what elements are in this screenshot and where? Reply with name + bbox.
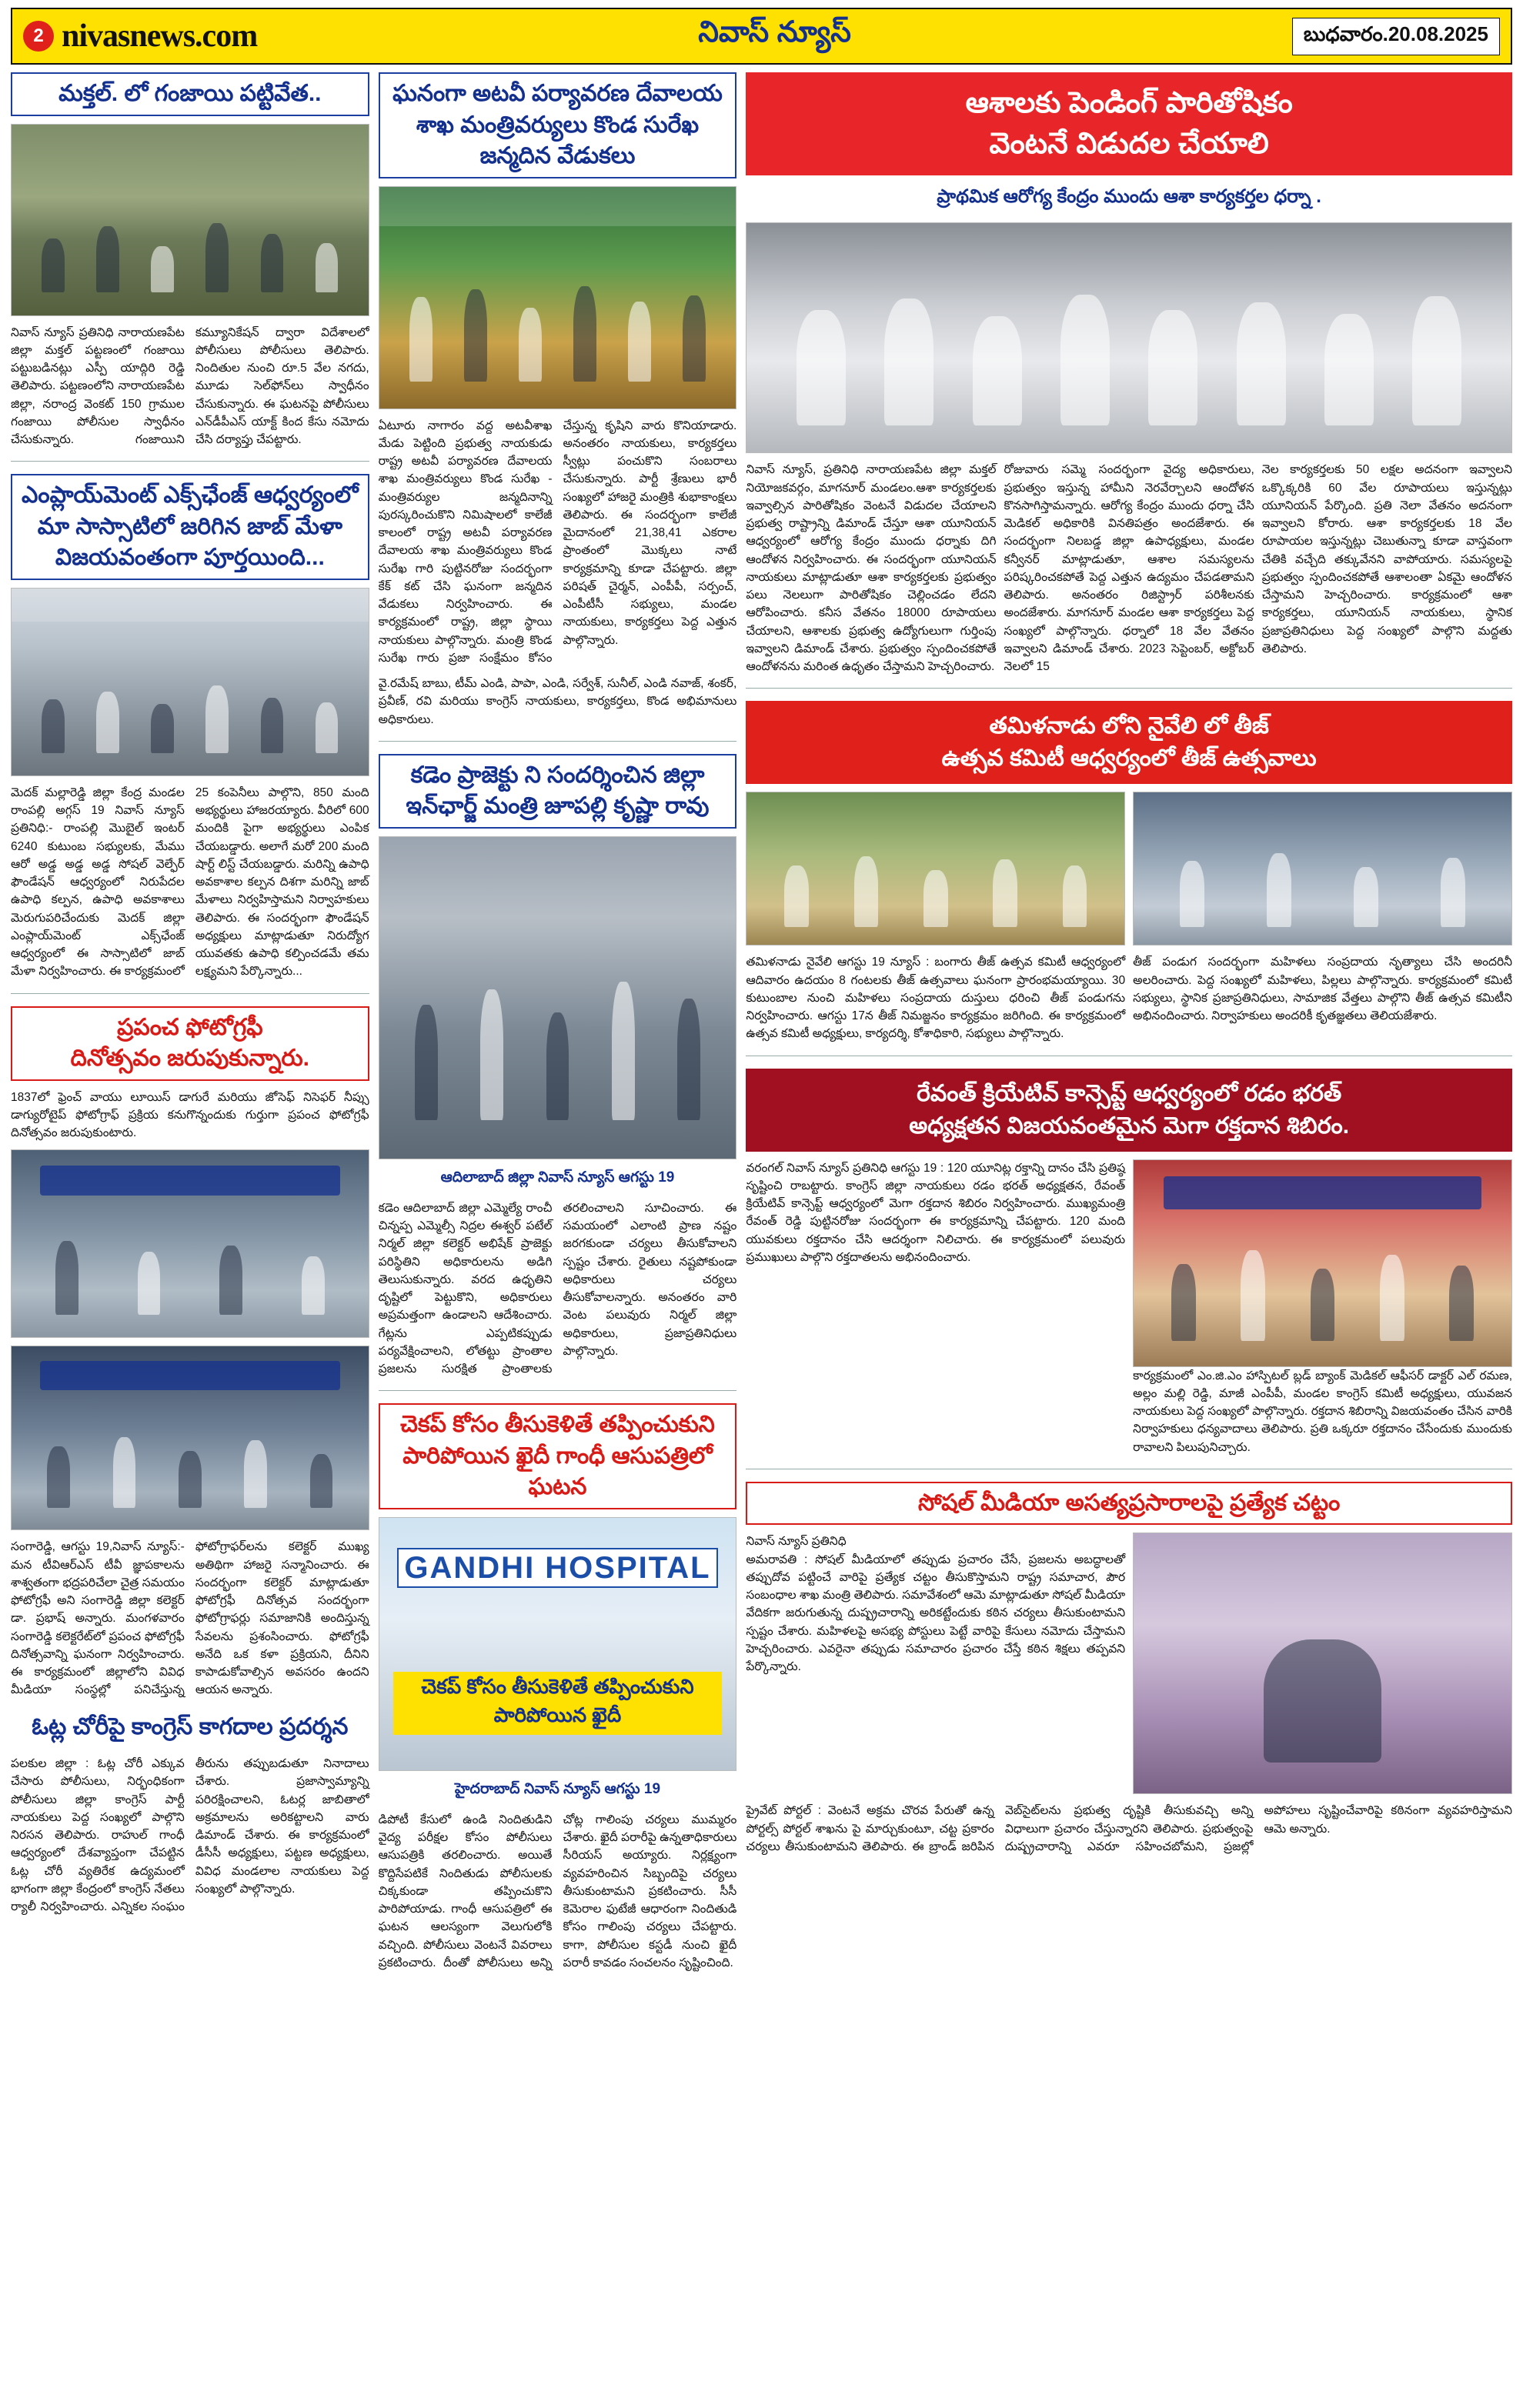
photography-intro: 1837లో ఫ్రెంచ్ వాయు లూయిస్ డాగురే మరియు జోసెఫ్ నిసెఫర్ నీప్సు డాగ్యురోటైప్ ఫోటోగ్రాఫ్ ప్రక్రియ కనుగొన్నందుకు గుర్తుగా ప్రపంచ ఫోటోగ్రఫీ దినోత్సవం జరుపుకుంటారు. (11, 1090, 369, 1139)
story-text-job-mela: మెదక్ మల్లారెడ్డి జిల్లా కేంద్ర మండల రాంపల్లి అగ్గస్ 19 నివాస్ న్యూస్ ప్రతినిధి:- రాంపల్లి మొబైల్ ఇంటర్ 6240 కుటుంబ సభ్యులకు, మేము ఆరో అడ్డ అడ్డ అడ్డ సోషల్ వెల్ఫేర్ ఫౌండేషన్ ఆధ్వర్యంలో నిరుపేదల ఉపాధి కల్పన, ఉపాధి అవకాశాలు మెరుగుపరిచేందుకు మెదక్ జిల్లా ఎంప్లాయ్‌మెంట్ ఎక్స్‌ఛేంజ్ ఆధ్వర్యంలో ఈ సాస్సాటిలో జాబ్ మేళా నిర్వహించారు. ఈ కార్యక్రమంలో 25 కంపెనీలు పాల్గొని, 850 మంది అభ్యర్థులు హాజరయ్యారు. వీరిలో 600 మందికి పైగా అభ్యర్థులు ఎంపిక చేయబడ్డారు. అలాగే మరో 200 మంది షార్ట్ లిస్ట్ చేయబడ్డారు. మరిన్ని ఉపాధి అవకాశాల కల్పన దిశగా మరిన్ని జాబ్ మేళాలు నిర్వహిస్తామని నిర్వాహకులు తెలిపారు. ఈ సందర్భంగా ఫౌండేషన్ అధ్యక్షులు మాట్లాడుతూ నిరుద్యోగ యువతకు ఉపాధి కల్పించడమే తమ లక్ష్యమని పేర్కొన్నారు... (11, 785, 369, 979)
headline-prisoner-escape: చెకప్ కోసం తీసుకెళితే తప్పించుకుని పారిపోయిన ఖైదీ గాంధీ ఆసుపత్రిలో ఘటన (379, 1403, 737, 1509)
photo-banner (1164, 1176, 1481, 1209)
story-text-prisoner-escape: డిపోటీ కేసులో ఉండి నిందితుడిని వైద్య పరీక్షల కోసం పోలీసులు ఆసుపత్రికి తరలించారు. అయితే కొద్దిసేపటికే నిందితుడు పోలీసులకు చిక్కకుండా తప్పించుకొని పారిపోయాడు. గాంధీ ఆసుపత్రిలో ఈ ఘటన ఆలస్యంగా వెలుగులోకి వచ్చింది. పోలీసులు వెంటనే వివరాలు ప్రకటించారు. దీంతో పోలీసులు అన్ని చోట్ల గాలింపు చర్యలు ముమ్మరం చేశారు. ఖైదీ పరారీపై ఉన్నతాధికారులు సీరియస్ అయ్యారు. నిర్లక్ష్యంగా వ్యవహరించిన సిబ్బందిపై చర్యలు తీసుకుంటామని ప్రకటించారు. సీసీ కెమెరాల ఫుటేజీ ఆధారంగా నిందితుడి కోసం గాలింపు చర్యలు చేపట్టారు. కాగా, పోలీసుల కస్టడీ నుంచి ఖైదీ పరారీ కావడం సంచలనం సృష్టించింది. (378, 1813, 737, 1969)
headline-job-mela: ఎంప్లాయ్‌మెంట్ ఎక్స్‌ఛేంజ్ ఆధ్వర్యంలో మా సాస్సాటిలో జరిగిన జాబ్ మేళా విజయవంతంగా పూర్తయింది... (11, 474, 369, 580)
blood-text-col1: వరంగల్ నివాస్ న్యూస్ ప్రతినిధి ఆగస్టు 19 : 120 యూనిట్ల రక్తాన్ని దానం చేసి ప్రతిష్ఠ సృష్టించి రాబట్టారు. కాంగ్రెస్ జిల్లా నాయకులు రడం భరత్ అధ్యక్షతన, రేవంత్ క్రియేటివ్ కాన్సెప్ట్ ఆధ్వర్యంలో మెగా రక్తదాన శిబిరం నిర్వహించారు. ముఖ్యమంత్రి రేవంత్ రెడ్డి పుట్టినరోజు సందర్భంగా ఈ కార్యక్రమాన్ని చేపట్టారు. 120 మంది యువకులు రక్తదానం చేసి ఆదర్శంగా నిలిచారు. ఈ కార్యక్రమంలో పలువురు ప్రముఖులు పాల్గొని రక్తదాతలను అభినందించారు. (746, 1161, 1126, 1264)
photo-figures (777, 295, 1481, 425)
social-byline: నివాస్ న్యూస్ ప్రతినిధి (746, 1535, 847, 1549)
headline-photography-day (11, 1006, 369, 1081)
teej-photos (746, 792, 1512, 946)
asha-text-col2: రోజువారు సమ్మె సందర్భంగా వైద్య అధికారులు, ప్రభుత్వం ఇస్తున్న హామీని నెరవేర్చాలని ఆందోళన కొనసాగిస్తామన్నారు. ఆరోగ్య కేంద్రం ముందు ధర్నా చేసి మెడికల్ అధికారికి వినతిపత్రం అందజేశారు. ఈ సందర్భంగా నిలబడ్డ జిల్లా ఉపాధ్యక్షులు, మండల కన్వీనర్ మాట్లాడుతూ, ఆశాల సమస్యలను పరిష్కరించకపోతే పెద్ద ఎత్తున ఉద్యమం చేపడతామని తెలిపారు. అనంతరం రిజిస్ట్రార్ పరిశీలనకు అందజేశారు. మాగనూర్ మండల ఆశా కార్యకర్తలు పెద్ద సంఖ్యలో పాల్గొన్నారు. ధర్నాలో 18 వేల వేతనం ఇవ్వాలని డిమాండ్ చేశారు. 2023 సెప్టెంబర్, అక్టోబర్ నెలలో 15 (1004, 463, 1254, 674)
headline-kadem-project: కడెం ప్రాజెక్టు ని సందర్శించిన జిల్లా ఇన్‌ఛార్జ్ మంత్రి జూపల్లి కృష్ణా రావు (379, 754, 737, 829)
story-text-minister-birthday: ఏటూరు నాగారం వద్ద అటవీశాఖ మేడు పెట్టింది ప్రభుత్వ నాయకుడు రాష్ట్ర అటవీ పర్యావరణ దేవాలయ శాఖ మంత్రివర్యులు కొండ సురేఖ - మంత్రివర్యుల జన్మదినాన్ని పురస్కరించుకొని నిమిషాలలో కాలేజీ కాలంలో రాష్ట్ర అటవీ పర్యావరణ దేవాలయ శాఖ మంత్రివర్యులు కొండ సురేఖ గారి పుట్టినరోజు సందర్భంగా కేక్ కట్ చేసి ఘనంగా జన్మదిన వేడుకలు నిర్వహించారు. ఈ కార్యక్రమంలో రాష్ట్ర, జిల్లా స్థాయి నాయకులు పాల్గొన్నారు. మంత్రి కొండ సురేఖ గారు ప్రజా సంక్షేమం కోసం చేస్తున్న కృషిని వారు కొనియాడారు. అనంతరం నాయకులు, కార్యకర్తలు స్వీట్లు పంచుకొని సంబరాలు చేసుకున్నారు. పార్టీ శ్రేణులు భారీ సంఖ్యలో హాజరై మంత్రికి శుభాకాంక్షలు తెలిపారు. ఈ సందర్భంగా కాలేజీ మైదానంలో 21,38,41 ఎకరాల ప్రాంతంలో మొక్కలు నాటే కార్యక్రమాన్ని కూడా చేపట్టారు. జిల్లా పరిషత్ చైర్మన్, ఎంపీపీ, సర్పంచ్, ఎంపీటీసీ సభ్యులు, మండల నాయకులు, కార్యకర్తలు పెద్ద ఎత్తున పాల్గొన్నారు. (378, 419, 737, 665)
caption-prisoner-escape: హైదరాబాద్ నివాస్ న్యూస్ ఆగస్టు 19 (454, 1780, 661, 1797)
social-text-col1: అమరావతి : సోషల్ మీడియాలో తప్పుడు ప్రచారం చేసే, ప్రజలను అబద్ధాలతో తప్పుదోవ పట్టించే వారిపై ప్రత్యేక చట్టం తీసుకొస్తామని రాష్ట్ర సమాచార, పౌర సంబంధాల శాఖ మంత్రి తెలిపారు. సమావేశంలో ఆమె మాట్లాడుతూ సోషల్ మీడియా వేదికగా జరుగుతున్న దుష్ప్రచారాన్ని అరికట్టేందుకు కఠిన చర్యలు తీసుకుంటామని స్పష్టం చేశారు. మహిళలపై అసభ్య పోస్టులు పెట్టే వారిపై కేసులు నమోదు చేస్తామని హెచ్చరించారు. ఎవరైనా తప్పుడు సమాచారం ప్రచారం చేస్తే కఠిన శిక్షలు తప్పవని పేర్కొన్నారు. (746, 1553, 1126, 1674)
photo-top-band (379, 187, 736, 227)
divider (379, 1390, 737, 1391)
photo-figures (26, 223, 355, 292)
divider (746, 688, 1512, 689)
photo-figures (1149, 1250, 1497, 1341)
headline-blood-donation (746, 1069, 1512, 1152)
divider (11, 461, 369, 462)
column-right (746, 72, 1512, 1856)
headline-minister-birthday: ఘనంగా అటవీ పర్యావరణ దేవాలయ శాఖ మంత్రివర్యులు కొండ సురేఖ జన్మదిన వేడుకలు (379, 72, 737, 178)
story-text-photography: సంగారెడ్డి, ఆగస్టు 19,నివాస్ న్యూస్:-మన టీవిఆర్‌ఎస్ టీవీ జ్ఞాపకాలను శాశ్వతంగా భద్రపరిచేలా చైత్ర సమయం ఫోటోగ్రఫీ అని సంగారెడ్డి జిల్లా కలెక్టర్ డా. ప్రభాష్ అన్నారు. మంగళవారం సంగారెడ్డి కలెక్టరేట్‌లో ప్రపంచ ఫోటోగ్రఫీ దినోత్సవాన్ని ఘనంగా నిర్వహించారు. ఈ కార్యక్రమంలో జిల్లాలోని వివిధ మీడియా సంస్థల్లో పనిచేస్తున్న ఫోటోగ్రాఫర్‌లను కలెక్టర్ ముఖ్య అతిథిగా హాజరై సన్మానించారు. ఈ సందర్భంగా కలెక్టర్ మాట్లాడుతూ ఫోటోగ్రఫీ దినోత్సవ సందర్భంగా ఫోటోగ్రాఫర్లు సమాజానికి అందిస్తున్న సేవలను ప్రశంసించారు. ఫోటోగ్రఫీ అనేది ఒక కళా ప్రక్రియని, దీనిని కాపాడుకోవాల్సిన అవసరం ఉందని ఆయన అన్నారు. (11, 1540, 369, 1697)
column-middle (379, 72, 737, 1972)
asha-text-col3: నెల కార్యకర్తలకు 50 లక్షల అదనంగా ఇవ్వాలని ఒక్కొక్కరికి 60 వేల రూపాయలు ఇస్తున్నట్లు యూనియన్ పేర్కొంది. ప్రతి నెలా వేతనం అదనంగా ఇవ్వాలని కోరారు. ఆశా కార్యకర్తలకు 18 వేల రూపాయల ఇస్తున్నట్లు చెబుతున్నా కూడా వాస్తవంగా చేతికి వచ్చేది తక్కువేనని వాపోయారు. సమస్యలపై ప్రభుత్వం స్పందించకపోతే ఆశాలంతా ఏకమై ఆందోళన చేస్తామని హెచ్చరించారు. కార్యక్రమంలో ఆశా కార్యకర్తలు, యూనియన్ నాయకులు, స్థానిక ప్రజాప్రతినిధులు పెద్ద సంఖ్యలో పాల్గొని మద్దతు తెలిపారు. (1261, 463, 1513, 655)
story-text-ganja: నివాస్ న్యూస్ ప్రతినిధి నారాయణపేట జిల్లా మక్తల్ పట్టణంలో గంజాయి పట్టుబడినట్లు ఎస్పీ యాద్గిరి రెడ్డి తెలిపారు. పట్టణంలోని నారాయణపేట జిల్లా, నరాంద్ర వెంకట్ 150 గ్రాముల గంజాయి పోలీసుల స్వాధీనం చేసుకున్నారు. గంజాయిని కమ్యూనికేషన్ ద్వారా విదేశాలలో పోలీసులు పోలీసులు తెలిపారు. నిందితుల నుంచి రూ.5 వేల నగదు, మూడు సెల్‌ఫోన్‌లు స్వాధీనం చేసుకున్నారు. ఈ ఘటనపై పోలీసులు ఎన్‌డీపీఎస్ యాక్ట్ కింద కేసు నమోదు చేసి దర్యాప్తు చేపట్టారు. (11, 325, 369, 446)
headline-ganja: మక్తల్. లో గంజాయి పట్టివేత.. (11, 72, 369, 116)
photo-figures (393, 982, 722, 1120)
divider (379, 741, 737, 742)
issue-date: బుధవారం.20.08.2025 (1292, 18, 1500, 55)
kadem-project-visit-photo (379, 836, 737, 1159)
divider (11, 993, 369, 994)
photo-figures (393, 286, 722, 382)
subhead-asha-dharna: ప్రాథమిక ఆరోగ్య కేంద్రం ముందు ఆశా కార్యకర్తల ధర్నా . (937, 186, 1321, 208)
photography-day-felicitation-photo (11, 1149, 369, 1338)
asha-workers-protest-photo (746, 222, 1512, 453)
photo-top-band (12, 589, 369, 622)
photo-banner (40, 1361, 340, 1390)
masthead (11, 8, 1512, 65)
headline-asha-line1: ఆశాలకు పెండింగ్ పారితోషికం (965, 87, 1293, 119)
photo-banner (40, 1166, 340, 1196)
minister-press-meet-photo (1133, 1533, 1512, 1794)
teej-festival-photo-1 (746, 792, 1125, 946)
asha-text-col1: నివాస్ న్యూస్, ప్రతినిధి నారాయణపేట జిల్లా మక్తల్ నియోజకవర్గం, మాగనూర్ మండలం.ఆశా కార్యకర్తలకు ఇవ్వాల్సిన పారితోషికం వెంటనే విడుదల చేయాలని ప్రభుత్వ రాష్ట్రాన్ని డిమాండ్ చేస్తూ ఆశా యూనియన్ ఆధ్వర్యంలో ఆరోగ్య కేంద్రం ముందు ధర్నాకు దిగి ఆందోళన నిర్వహించారు. ఈ సందర్భంగా యూనియన్ నాయకులు మాట్లాడుతూ ఆశా కార్యకర్తలకు ప్రభుత్వం పలు నెలలుగా పారితోషికం చెల్లించడం లేదని ఆరోపించారు. కనీస వేతనం 18000 రూపాయలు చేయాలని, ఆశాలకు ప్రభుత్వ ఉద్యోగులుగా గుర్తింపు ఇవ్వాలని డిమాండ్ చేశారు. ప్రభుత్వం స్పందించకపోతే ఆందోళనను మరింత ఉధృతం చేస్తామని హెచ్చరించారు. (746, 463, 997, 674)
photo-caption-strip: చెకప్ కోసం తీసుకెళితే తప్పించుకుని పారిపోయిన ఖైదీ (393, 1672, 722, 1735)
photo-figures (1149, 853, 1497, 927)
photo-figures (762, 856, 1110, 927)
story-credits-minister-birthday: వై.రమేష్ బాబు, టీమ్ ఎండి, పాపా, ఎండి, సర్వేశ్, సునీల్, ఎండి నవాజ్, శంకర్, ప్రవీణ్, రవి మరియు కాంగ్రెస్ నాయకులు, కార్యకర్తలు, కొండ అభిమానులు అధికారులు. (378, 677, 737, 726)
hospital-sign-text: GANDHI HOSPITAL (397, 1548, 718, 1588)
teej-story-columns (746, 953, 1512, 1042)
photo-figures (26, 685, 355, 753)
blood-text-col2: కార్యక్రమంలో ఎం.జి.ఎం హాస్పిటల్ బ్లడ్ బ్యాంక్ మెడికల్ ఆఫీసర్ డాక్టర్ ఎల్ రమణ, అల్లం మల్లి రెడ్డి, మాజీ ఎంపీపీ, మండల కాంగ్రెస్ కమిటీ అధ్యక్షులు, యువజన నాయకులు పెద్ద సంఖ్యలో పాల్గొన్నారు. రక్తదాన శిబిరాన్ని విజయవంతం చేసిన వారికి నిర్వాహకులు ధన్యవాదాలు తెలిపారు. ప్రతి ఒక్కరూ రక్తదానం చేసేందుకు ముందుకు రావాలని పిలుపునిచ్చారు. (1133, 1369, 1513, 1454)
blood-donation-banner-photo (1133, 1159, 1512, 1367)
page-number-badge: 2 (23, 21, 54, 52)
headline-social-media-law: సోషల్ మీడియా అసత్యప్రసారాలపై ప్రత్యేక చట్టం (746, 1482, 1512, 1526)
story-text-kadem-project: కడెం ఆదిలాబాద్ జిల్లా ఎమ్మెల్యే రాంచీ చిన్నప్ప ఎమ్మెల్సీ నిద్రల ఈశ్వర్ పటేల్ నిర్మల్ జిల్లా కలెక్టర్ అభిషేక్ ప్రాజెక్టు పరిస్థితిని అధికారులను అడిగి తెలుసుకున్నారు. వరద ఉధృతిని దృష్టిలో పెట్టుకొని, అధికారులు అప్రమత్తంగా ఉండాలని ఆదేశించారు. గేట్లను ఎప్పటికప్పుడు పర్యవేక్షించాలని, లోతట్టు ప్రాంతాల ప్రజలను సురక్షిత ప్రాంతాలకు తరలించాలని సూచించారు. ఈ సమయంలో ఎలాంటి ప్రాణ నష్టం జరగకుండా చర్యలు తీసుకోవాలని స్పష్టం చేశారు. రైతులు నష్టపోకుండా అధికారులు చర్యలు తీసుకోవాలన్నారు. అనంతరం వారి వెంట పలువురు నిర్మల్ జిల్లా అధికారులు, ప్రజాప్రతినిధులు పాల్గొన్నారు. (378, 1201, 737, 1376)
police-ganja-seizure-photo (11, 124, 369, 316)
headline-teej-line1: తమిళనాడు లోని నైవేలి లో తీజ్ (989, 713, 1269, 739)
social-text-col2: ప్రైవేట్ పోర్టల్ : వెంటనే అక్రమ చొరవ పేరుతో ఉన్న పోర్టల్స్ పోర్టల్ శాఖను పై మార్చుకుంటూ, చట్ట ప్రకారం చర్యలు తీసుకుంటామని తెలిపారు. ఈ బ్రాండ్ జరిపిన వెబ్‌సైట్‌లను ప్రభుత్వ దృష్టికి తీసుకువచ్చి అన్ని విధాలుగా ప్రచారం చేస్తున్నారని తెలిపారు. ప్రభుత్వంపై దుష్ప్రచారాన్ని ఎవరూ సహించబోమని, ప్రజల్లో అపోహలు సృష్టించేవారిపై కఠినంగా వ్యవహరిస్తామని ఆమె అన్నారు. (746, 1804, 1512, 1853)
headline-congress-protest: ఓట్ల చోరీపై కాంగ్రెస్ కాగదాల ప్రదర్శన (32, 1713, 349, 1739)
headline-teej-festival (746, 701, 1512, 784)
page-grid (11, 72, 1512, 1972)
minister-birthday-cake-photo (379, 186, 737, 409)
column-left (11, 72, 369, 1916)
blood-story-body (746, 1159, 1512, 1456)
teej-text-col1: తమిళనాడు నైవేలి ఆగస్టు 19 న్యూస్ : బంగారు తీజ్ ఉత్సవ కమిటీ ఆధ్వర్యంలో ఆదివారం ఉదయం 8 గంటలకు తీజ్ ఉత్సవాలు ఘనంగా ప్రారంభమయ్యాయి. 30 కుటుంబాల నుంచి మహిళలు సంప్రదాయ దుస్తులు ధరించి తీజ్ పండుగను నిర్వహించారు. ఆగస్టు 17న తీజ్ నిమజ్జనం కార్యక్రమం జరిగింది. ఈ కార్యక్రమంలో ఉత్సవ కమిటీ అధ్యక్షులు, కార్యదర్శి, కోశాధికారి, సభ్యులు పాల్గొన్నారు. (746, 956, 1126, 1041)
paper-title-telugu: నివాస్ న్యూస్ (698, 16, 851, 48)
caption-kadem-project: ఆదిలాబాద్ జిల్లా నివాస్ న్యూస్ ఆగస్టు 19 (440, 1169, 675, 1186)
headline-asha-line2: వెంటనే విడుదల చేయాలి (989, 128, 1269, 161)
headline-photography-line2: దినోత్సవం జరుపుకున్నారు. (70, 1046, 309, 1071)
headline-blood-line1: రేవంత్ క్రియేటివ్ కాన్సెప్ట్ ఆధ్వర్యంలో రడం భరత్ (917, 1080, 1342, 1106)
job-mela-photo (11, 588, 369, 776)
teej-festival-photo-2 (1133, 792, 1512, 946)
social-story-body (746, 1533, 1512, 1794)
teej-text-col2: తీజ్ పండుగ సందర్భంగా మహిళలు సంప్రదాయ నృత్యాలు చేసి అందరినీ అలరించారు. పెద్ద సంఖ్యలో మహిళలు, పిల్లలు పాల్గొన్నారు. కార్యక్రమంలో కమిటీ సభ్యులు, స్థానిక ప్రజాప్రతినిధులు, సామాజిక వేత్తలు పాల్గొని తీజ్ ఉత్సవ కమిటీని అభినందించారు. నిర్వాహకులు అందరికీ కృతజ్ఞతలు తెలియజేశారు. (1133, 956, 1513, 1023)
site-name[interactable]: nivasnews.com (62, 18, 258, 54)
photo-figures (26, 1437, 355, 1508)
masthead-left (23, 18, 257, 55)
gandhi-hospital-photo (379, 1517, 737, 1771)
headline-asha-pending-payment (746, 72, 1512, 175)
asha-story-columns (746, 461, 1512, 675)
story-text-congress-protest: పలకుల జిల్లా : ఓట్ల చోరీ ఎక్కువ చేసారు పోలీసులు, నిర్భంధికంగా పోలీసులు జిల్లా కాంగ్రెస్ పార్టీ నాయకులు పెద్ద సంఖ్యలో పాల్గొని నిరసన తెలిపారు. రాహుల్ గాంధీ ఆధ్వర్యంలో దేశవ్యాప్తంగా చేపట్టిన ఓట్ల చోరీ వ్యతిరేక ఉద్యమంలో భాగంగా జిల్లా కేంద్రంలో కాంగ్రెస్ నేతలు ర్యాలీ నిర్వహించారు. ఎన్నికల సంఘం తీరును తప్పుబడుతూ నినాదాలు చేశారు. ప్రజాస్వామ్యాన్ని పరిరక్షించాలని, ఓటర్ల జాబితాలో అక్రమాలను అరికట్టాలని వారు డిమాండ్ చేశారు. ఈ కార్యక్రమంలో డీసీసీ అధ్యక్షులు, పట్టణ అధ్యక్షులు, వివిధ మండలాల నాయకులు పెద్ద సంఖ్యలో పాల్గొన్నారు. (11, 1757, 369, 1913)
photography-day-award-photo (11, 1346, 369, 1530)
headline-blood-line2: అధ్యక్షతన విజయవంతమైన మెగా రక్తదాన శిబిరం. (909, 1112, 1350, 1139)
headline-photography-line1: ప్రపంచ ఫోటోగ్రఫీ (117, 1014, 263, 1040)
photo-figures (1149, 1639, 1497, 1763)
photo-figures (26, 1241, 355, 1315)
headline-teej-line2: ఉత్సవ కమిటీ ఆధ్వర్యంలో తీజ్ ఉత్సవాలు (941, 745, 1317, 772)
